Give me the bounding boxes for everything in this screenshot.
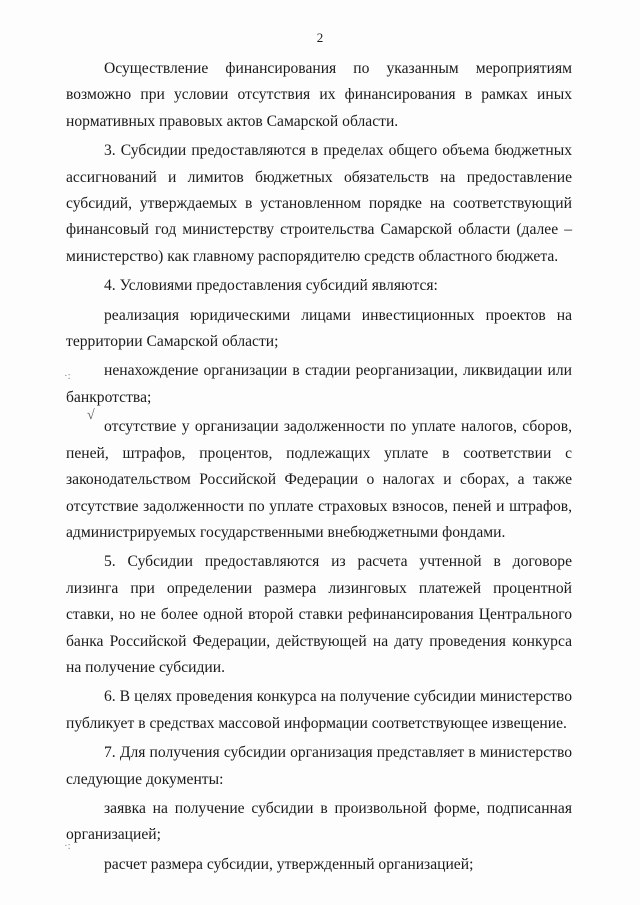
paragraph-3-budget-limits: 3. Субсидии предоставляются в пределах общего объема бюджетных ассигнований и лимитов бюджетных обязательств на предоставление субсидий, утверждаемых в установленном порядке на соответствующий финансовый год министерству строительства Самарской области (далее – министерство) как главному распорядителю средств областного бюджета. xyxy=(66,142,572,265)
scan-mark: √ xyxy=(87,408,95,423)
paragraph-condition-investment: реализация юридическими лицами инвестиционных проектов на территории Самарской области; xyxy=(66,306,572,351)
paragraph-7-documents: 7. Для получения субсидии организация представляет в министерство следующие документы: xyxy=(66,744,572,788)
paragraph-condition-no-debt: отсутствие у организации задолженности по уплате налогов, сборов, пеней, штрафов, процентов, подлежащих уплате в соответствии с законодательством Российской Федерации о налогах и сборах, а также отсутствие задолженности по уплате страховых взносов, пеней и штрафов, администрируемых государственными внебюджетными фондами. xyxy=(66,418,572,541)
paragraph-6-announcement: 6. В целях проведения конкурса на получение субсидии министерство публикует в средствах массовой информации соответствующее извещение. xyxy=(66,688,572,732)
scan-mark: ·: xyxy=(64,840,71,852)
page-number: 2 xyxy=(316,30,324,45)
paragraph-document-calculation: расчет размера субсидии, утвержденный организацией; xyxy=(104,855,474,873)
paragraph-5-rate: 5. Субсидии предоставляются из расчета учтенной в договоре лизинга при определении размера лизинговых платежей процентной ставки, но не более одной второй ставки рефинансирования Центрального банка Российской Федерации, действующей на дату проведения конкурса на получение субсидии. xyxy=(66,553,572,676)
paragraph-4-conditions-heading: 4. Условиями предоставления субсидий являются: xyxy=(104,277,438,295)
scan-mark: ·: xyxy=(64,370,71,382)
paragraph-document-application: заявка на получение субсидии в произвольной форме, подписанная организацией; xyxy=(66,799,572,844)
paragraph-financing-condition: Осуществление финансирования по указанным мероприятиям возможно при условии отсутствия их финансирования в рамках иных нормативных правовых актов Самарской области. xyxy=(66,60,572,130)
paragraph-condition-no-reorganization: ненахождение организации в стадии реорганизации, ликвидации или банкротства; xyxy=(66,362,572,406)
document-body xyxy=(66,56,572,881)
